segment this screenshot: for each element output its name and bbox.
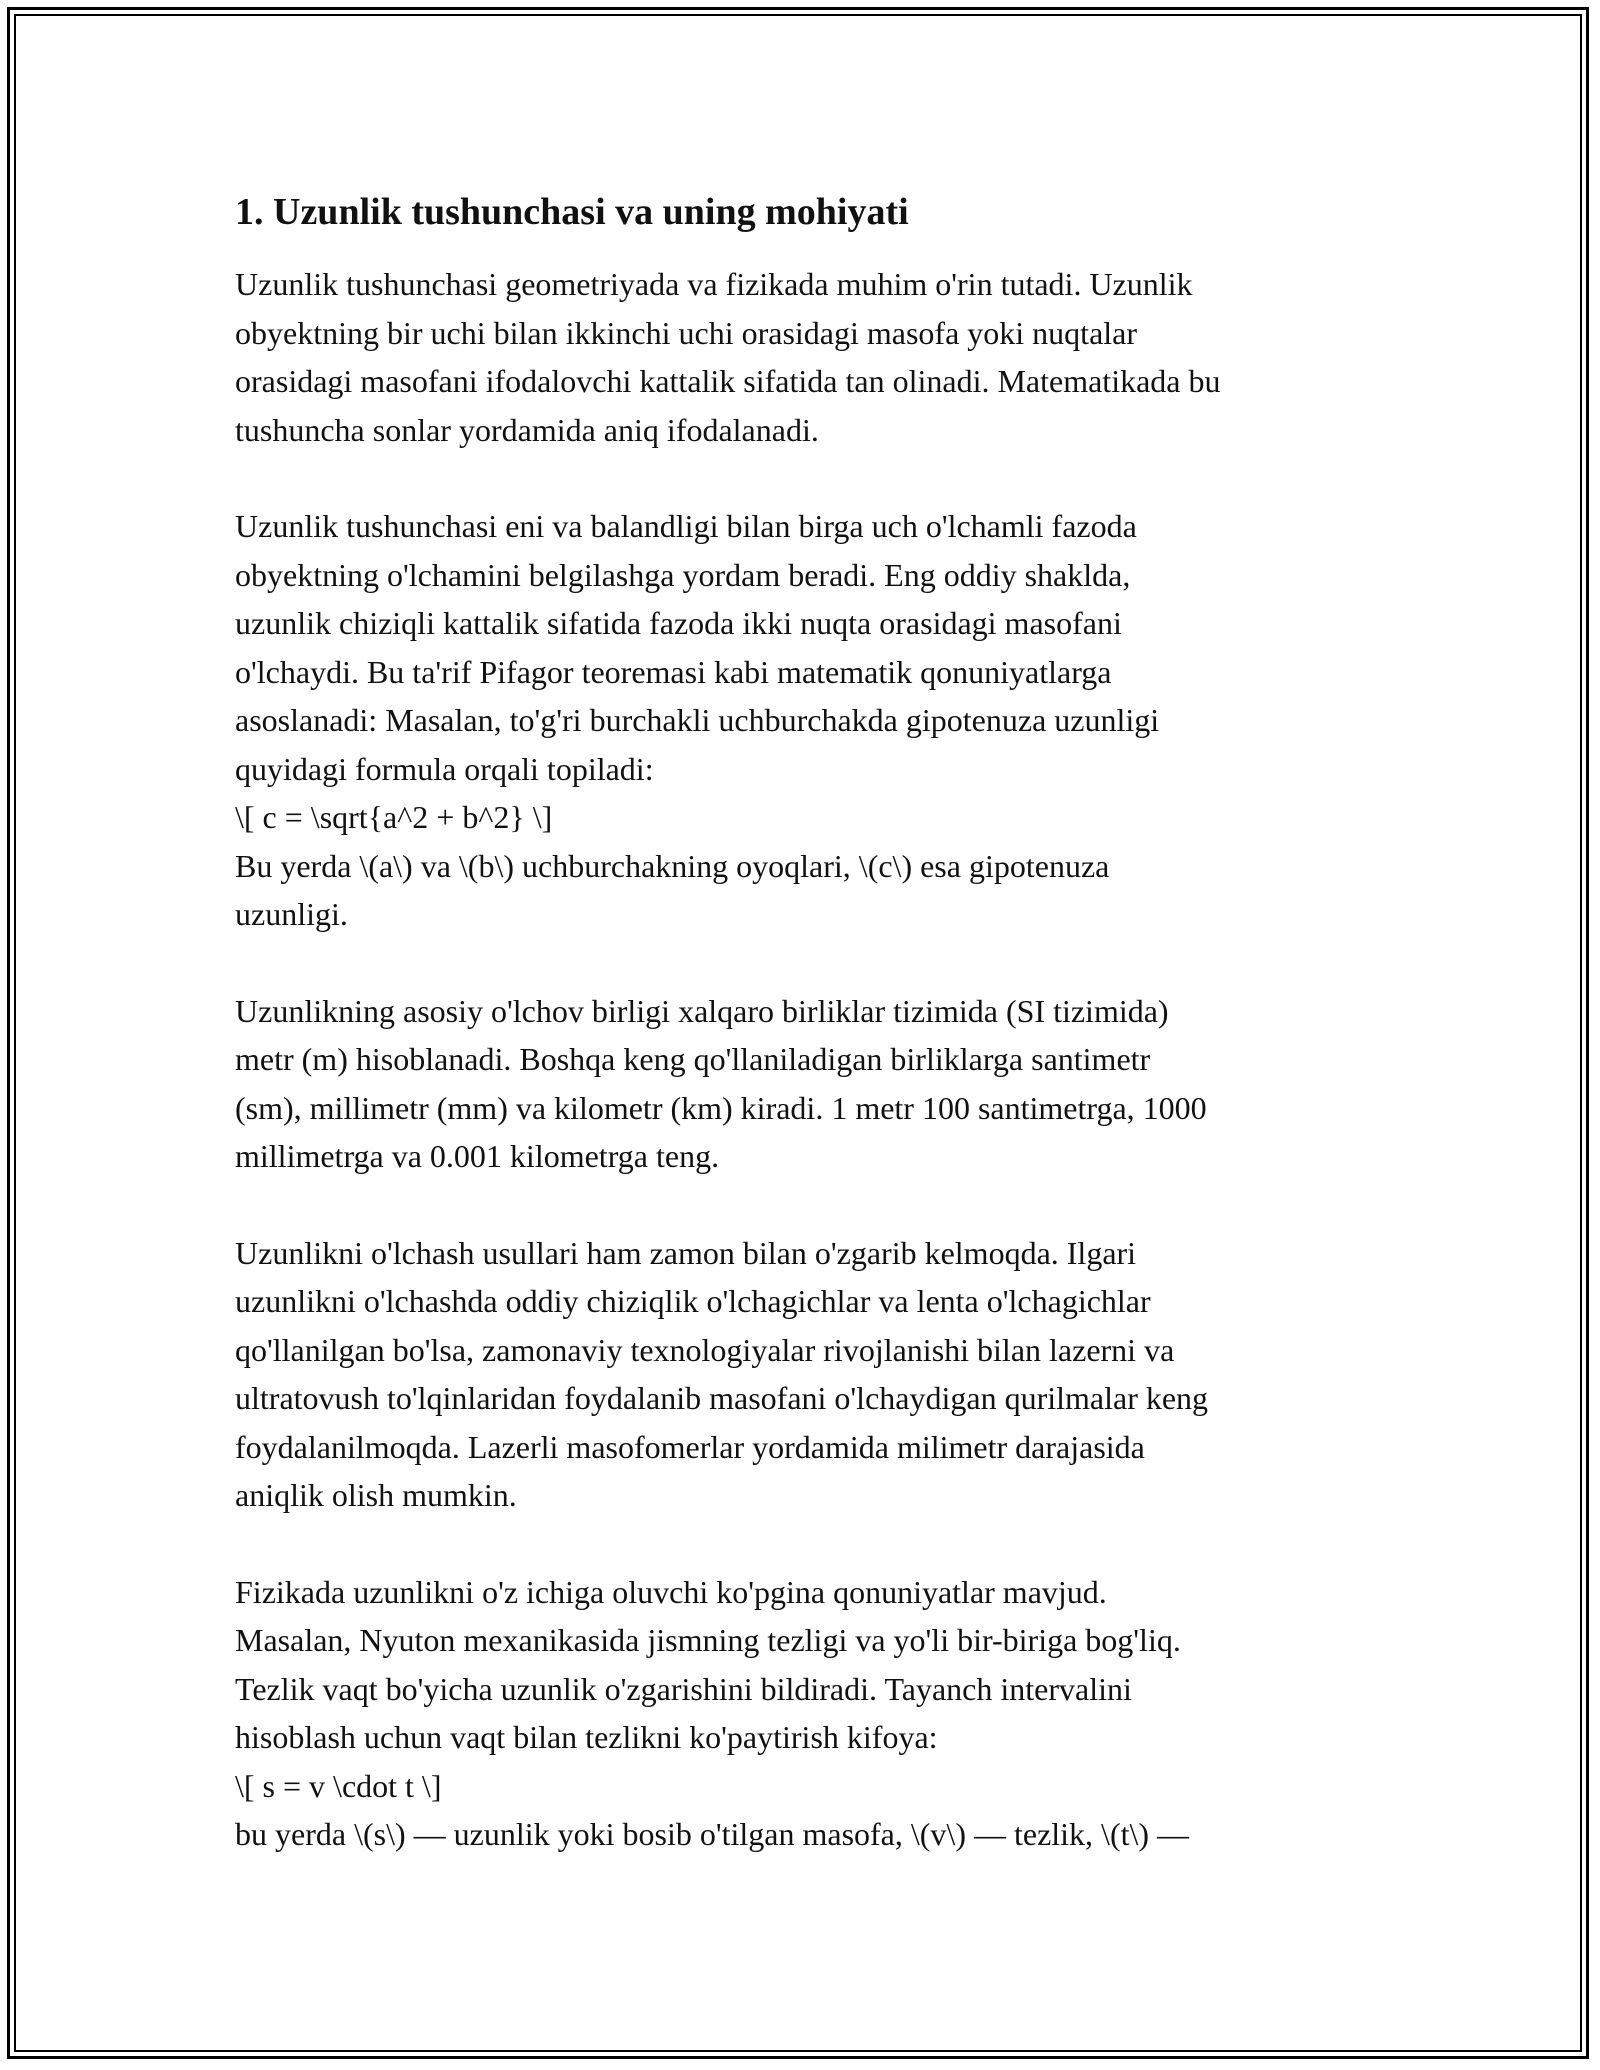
paragraph-physics	[235, 1568, 1375, 1859]
text-line: tushuncha sonlar yordamida aniq ifodalanadi.	[235, 411, 819, 448]
text-line: obyektning bir uchi bilan ikkinchi uchi orasidagi masofa yoki nuqtalar	[235, 314, 1138, 351]
text-line: ultratovush to'lqinlaridan foydalanib masofani o'lchaydigan qurilmalar keng	[235, 1380, 1209, 1416]
section-heading: 1. Uzunlik tushunchasi va uning mohiyati	[235, 191, 909, 233]
text-line: uzunlik chiziqli kattalik sifatida fazoda ikki nuqta orasidagi masofani	[235, 605, 1122, 641]
formula-line: \[ s = v \cdot t \]	[235, 1767, 442, 1804]
text-line: millimetrga va 0.001 kilometrga teng.	[235, 1138, 720, 1174]
text-line: foydalanilmoqda. Lazerli masofomerlar yordamida milimetr darajasida	[235, 1428, 1145, 1465]
paragraph-pythagoras	[235, 502, 1375, 939]
paragraph-units	[235, 987, 1375, 1181]
text-line: qo'llanilgan bo'lsa, zamonaviy texnologiyalar rivojlanishi bilan lazerni va	[235, 1331, 1175, 1368]
text-line: uzunligi.	[235, 896, 348, 932]
text-line: Uzunlikning asosiy o'lchov birligi xalqaro birliklar tizimida (SI tizimida)	[235, 992, 1169, 1029]
text-line: bu yerda \(s\) — uzunlik yoki bosib o'tilgan masofa, \(v\) — tezlik, \(t\) —	[235, 1816, 1190, 1852]
text-line: Uzunlik tushunchasi geometriyada va fizikada muhim o'rin tutadi. Uzunlik	[235, 266, 1193, 302]
text-line: o'lchaydi. Bu ta'rif Pifagor teoremasi kabi matematik qonuniyatlarga	[235, 653, 1112, 690]
formula-line: \[ c = \sqrt{a^2 + b^2} \]	[235, 799, 553, 835]
text-line: Fizikada uzunlikni o'z ichiga oluvchi ko'pgina qonuniyatlar mavjud.	[235, 1573, 1107, 1610]
text-line: orasidagi masofani ifodalovchi kattalik sifatida tan olinadi. Matematikada bu	[235, 363, 1221, 399]
paragraph-definition	[235, 260, 1375, 454]
text-line: obyektning o'lchamini belgilashga yordam beradi. Eng oddiy shaklda,	[235, 556, 1131, 593]
text-line: Uzunlikni o'lchash usullari ham zamon bilan o'zgarib kelmoqda. Ilgari	[235, 1234, 1137, 1271]
paragraph-measurement-methods	[235, 1229, 1375, 1520]
text-line: metr (m) hisoblanadi. Boshqa keng qo'llaniladigan birliklarga santimetr	[235, 1041, 1151, 1077]
text-line: Uzunlik tushunchasi eni va balandligi bilan birga uch o'lchamli fazoda	[235, 508, 1137, 544]
text-line: Bu yerda \(a\) va \(b\) uchburchakning oyoqlari, \(c\) esa gipotenuza	[235, 847, 1110, 884]
text-line: Masalan, Nyuton mexanikasida jismning tezligi va yo'li bir-biriga bog'liq.	[235, 1622, 1181, 1658]
text-line: asoslanadi: Masalan, to'g'ri burchakli uchburchakda gipotenuza uzunligi	[235, 702, 1160, 738]
text-line: uzunlikni o'lchashda oddiy chiziqlik o'lchagichlar va lenta o'lchagichlar	[235, 1283, 1151, 1319]
document-body	[235, 188, 1375, 1907]
text-line: Tezlik vaqt bo'yicha uzunlik o'zgarishini bildiradi. Tayanch intervalini	[235, 1670, 1132, 1707]
text-line: (sm), millimetr (mm) va kilometr (km) kiradi. 1 metr 100 santimetrga, 1000	[235, 1089, 1207, 1126]
text-line: quyidagi formula orqali topiladi:	[235, 750, 654, 787]
text-line: aniqlik olish mumkin.	[235, 1477, 517, 1513]
text-line: hisoblash uchun vaqt bilan tezlikni ko'paytirish kifoya:	[235, 1719, 938, 1755]
